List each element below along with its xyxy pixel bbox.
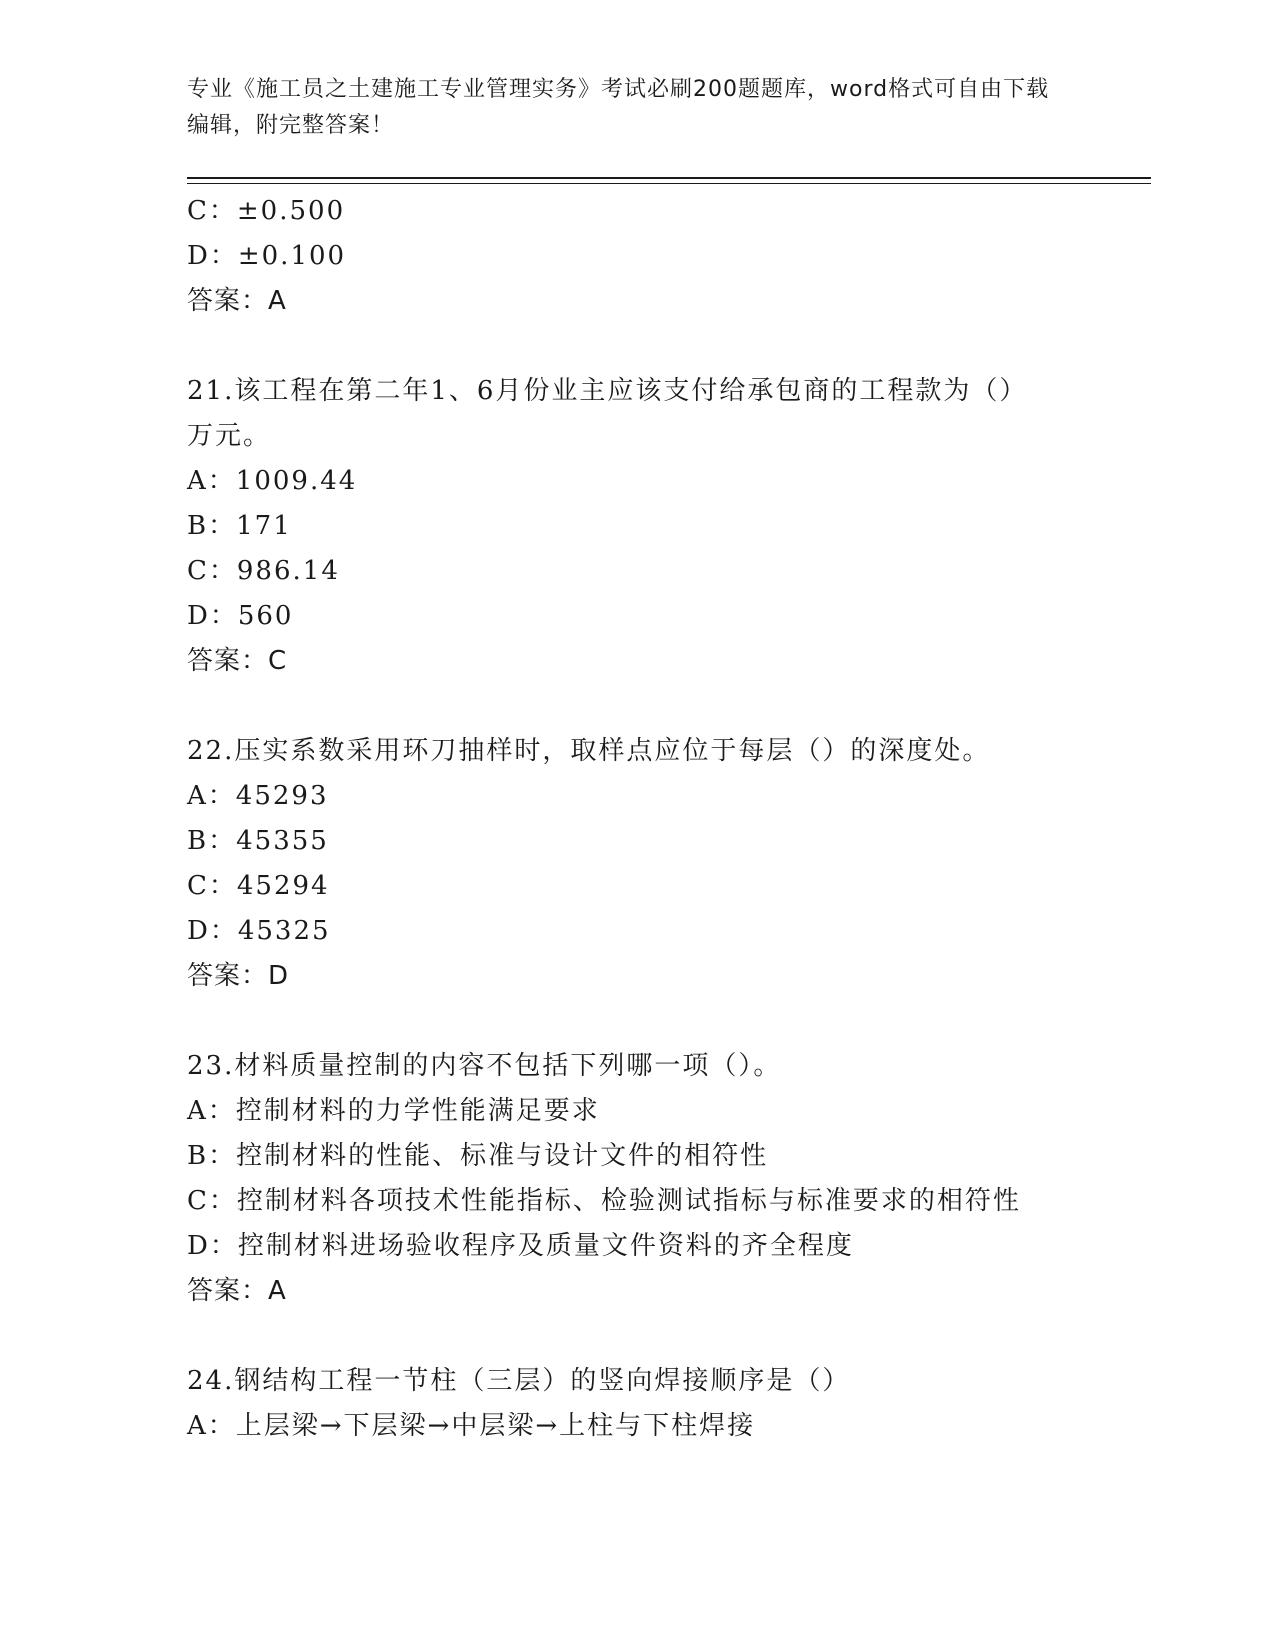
question-21: 21.该工程在第二年1、6月份业主应该支付给承包商的工程款为（） [187, 376, 1028, 406]
question-21-continued: 万元。 [187, 421, 272, 451]
answer-line: 答案：A [187, 1276, 287, 1306]
option-a: A：控制材料的力学性能满足要求 [187, 1096, 600, 1126]
option-a: A：上层梁→下层梁→中层梁→上柱与下柱焊接 [187, 1411, 756, 1441]
option-b: B：45355 [187, 826, 329, 856]
option-b: B：控制材料的性能、标准与设计文件的相符性 [187, 1141, 769, 1171]
document-title: 专业《施工员之土建施工专业管理实务》考试必刷200题题库，word格式可自由下载编辑，附完整答案！ [187, 77, 1050, 138]
option-d: D：45325 [187, 916, 331, 946]
document-header [187, 72, 1067, 144]
option-b: B：171 [187, 511, 292, 541]
question-23: 23.材料质量控制的内容不包括下列哪一项（）。 [187, 1051, 782, 1081]
header-divider-thin [187, 183, 1151, 184]
option-c: C：控制材料各项技术性能指标、检验测试指标与标准要求的相符性 [187, 1186, 1021, 1216]
answer-line: 答案：C [187, 646, 288, 676]
option-c: C：45294 [187, 871, 330, 901]
question-24: 24.钢结构工程一节柱（三层）的竖向焊接顺序是（） [187, 1366, 851, 1396]
option-c: C：±0.500 [187, 196, 346, 226]
option-a: A：1009.44 [187, 466, 358, 496]
option-d: D：±0.100 [187, 241, 347, 271]
option-c: C：986.14 [187, 556, 340, 586]
answer-line: 答案：D [187, 961, 290, 991]
option-d: D：控制材料进场验收程序及质量文件资料的齐全程度 [187, 1231, 854, 1261]
option-a: A：45293 [187, 781, 329, 811]
question-22: 22.压实系数采用环刀抽样时，取样点应位于每层（）的深度处。 [187, 736, 991, 766]
answer-line: 答案：A [187, 286, 287, 316]
header-divider-thick [187, 177, 1151, 179]
option-d: D：560 [187, 601, 294, 631]
